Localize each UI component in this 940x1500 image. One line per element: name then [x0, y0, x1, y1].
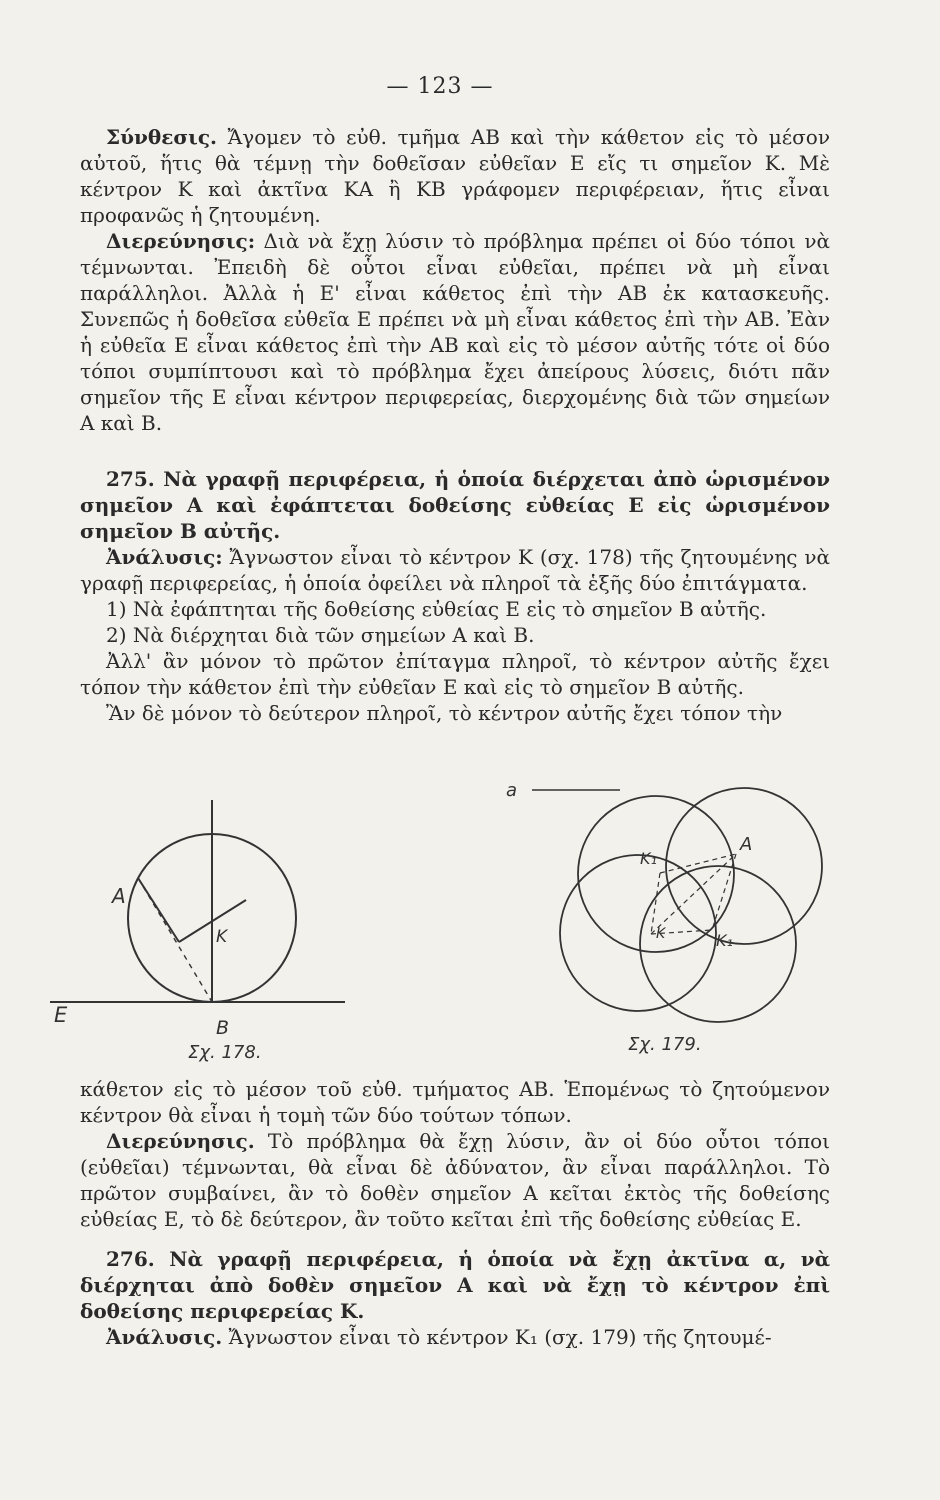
- problem-276-block: [80, 1246, 830, 1350]
- analysis-text: Ἄγνωστον εἶναι τὸ κέντρον Κ (σχ. 178) τῆς ζητουμένης νὰ γραφῇ περιφερείας, ἡ ὁποία ὀφείλει νὰ πληροῖ τὰ ἑξῆς δύο ἐπιτάγματα.: [80, 545, 830, 595]
- discussion-paragraph: [80, 228, 830, 436]
- fig178-label-K: K: [216, 927, 228, 947]
- circle-K: [560, 855, 716, 1011]
- paragraph-first-condition: Ἀλλ' ἂν μόνον τὸ πρῶτον ἐπίταγμα πληροῖ, τὸ κέντρον αὐτῆς ἔχει τόπον τὴν κάθετον ἐπὶ τὴν εὐθεῖαν Ε καὶ εἰς τὸ σημεῖον Β αὐτῆς.: [80, 649, 830, 699]
- paragraph-second-condition: Ἂν δὲ μόνον τὸ δεύτερον πληροῖ, τὸ κέντρον αὐτῆς ἔχει τόπον τὴν: [106, 701, 783, 725]
- analysis-label: Ἀνάλυσις:: [106, 545, 223, 569]
- figure-178: [40, 770, 360, 1070]
- synthesis-paragraph: [80, 124, 830, 228]
- figure-179: [506, 778, 840, 1068]
- fig179-label-a: a: [506, 780, 518, 801]
- analysis2-paragraph: [80, 1324, 830, 1350]
- fig179-label-K: K: [656, 926, 666, 942]
- condition-2: 2) Νὰ διέρχηται διὰ τῶν σημείων Α καὶ Β.: [106, 623, 535, 647]
- discussion-label: Διερεύνησις:: [106, 229, 256, 253]
- fig179-caption: Σχ. 179.: [628, 1034, 702, 1055]
- condition-1: 1) Νὰ ἐφάπτηται τῆς δοθείσης εὐθείας Ε εἰς τὸ σημεῖον Β αὐτῆς.: [106, 597, 767, 621]
- dash-K-A: [651, 854, 736, 934]
- fig179-label-K1b: K₁: [716, 931, 733, 950]
- discussion2-text: Τὸ πρόβλημα θὰ ἔχῃ λύσιν, ἂν οἱ δύο οὗτοι τόποι (εὐθεῖαι) τέμνωνται, θὰ εἶναι δὲ ἀδύνατον, ἂν εἶναι παράλληλοι. Τὸ πρῶτον συμβαίνει, ἂν τὸ δοθὲν σημεῖον Α κεῖται ἐκτὸς τῆς δοθείσης εὐθείας Ε, τὸ δὲ δεύτερον, ἂν τοῦτο κεῖται ἐπὶ τῆς δοθείσης εὐθείας Ε.: [80, 1129, 830, 1231]
- discussion2-paragraph: [80, 1128, 830, 1232]
- fig178-label-B: B: [216, 1017, 230, 1039]
- analysis2-text: Ἄγνωστον εἶναι τὸ κέντρον Κ₁ (σχ. 179) τῆς ζητουμέ-: [222, 1325, 772, 1349]
- discussion-text: Διὰ νὰ ἔχῃ λύσιν τὸ πρόβλημα πρέπει οἱ δύο τόποι νὰ τέμνωνται. Ἐπειδὴ δὲ οὗτοι εἶναι εὐθεῖαι, πρέπει νὰ μὴ εἶναι παράλληλοι. Ἀλλὰ ἡ Ε' εἶναι κάθετος ἐπὶ τὴν ΑΒ ἐκ κατασκευῆς. Συνεπῶς ἡ δοθεῖσα εὐθεῖα Ε πρέπει νὰ μὴ εἶναι κάθετος ἐπὶ τὴν ΑΒ. Ἐὰν ἡ εὐθεῖα Ε εἶναι κάθετος ἐπὶ τὴν ΑΒ καὶ εἰς τὸ μέσον αὐτῆς τότε οἱ δύο τόποι συμπίπτουσι καὶ τὸ πρόβλημα ἔχει ἀπείρους λύσεις, διότι πᾶν σημεῖον τῆς Ε εἶναι κέντρον περιφερείας, διερχομένης διὰ τῶν σημείων Α καὶ Β.: [80, 229, 830, 435]
- fig178-caption: Σχ. 178.: [188, 1042, 262, 1063]
- analysis2-label: Ἀνάλυσις.: [106, 1325, 223, 1349]
- top-text-block: [80, 124, 830, 436]
- fig179-label-A: A: [740, 834, 753, 855]
- paragraph-conclusion: κάθετον εἰς τὸ μέσον τοῦ εὐθ. τμήματος ΑΒ. Ἑπομένως τὸ ζητούμενον κέντρον θὰ εἶναι ἡ τομὴ τῶν δύο τούτων τόπων.: [80, 1077, 830, 1127]
- bottom-text-block: [80, 1076, 830, 1232]
- synthesis-text: Ἄγομεν τὸ εὐθ. τμῆμα ΑΒ καὶ τὴν κάθετον εἰς τὸ μέσον αὐτοῦ, ἥτις θὰ τέμνῃ τὴν δοθεῖσαν εὐθεῖαν Ε εἴς τι σημεῖον Κ. Μὲ κέντρον Κ καὶ ἀκτῖνα ΚΑ ἢ ΚΒ γράφομεν περιφέρειαν, ἥτις εἶναι προφανῶς ἡ ζητουμένη.: [80, 125, 830, 227]
- discussion2-label: Διερεύνησις.: [106, 1129, 255, 1153]
- problem-276-heading: 276. Νὰ γραφῇ περιφέρεια, ἡ ὁποία νὰ ἔχῃ ἀκτῖνα α, νὰ διέρχηται ἀπὸ δοθὲν σημεῖον Α καὶ νὰ ἔχῃ τὸ κέντρον ἐπὶ δοθείσης περιφερείας Κ.: [80, 1247, 830, 1323]
- analysis-paragraph: [80, 544, 830, 596]
- segment-AB: [138, 878, 212, 1002]
- synthesis-label: Σύνθεσις.: [106, 125, 217, 149]
- fig178-label-E: E: [54, 1003, 68, 1027]
- fig179-label-K1: K₁: [640, 849, 657, 868]
- fig178-label-A: A: [112, 884, 126, 908]
- page-number: — 123 —: [386, 74, 494, 99]
- problem-275-block: [80, 466, 830, 726]
- problem-275-heading: 275. Νὰ γραφῇ περιφέρεια, ἡ ὁποία διέρχεται ἀπὸ ὡρισμένον σημεῖον Α καὶ ἐφάπτεται δοθείσης εὐθείας Ε εἰς ὡρισμένον σημεῖον Β αὐτῆς.: [80, 467, 830, 543]
